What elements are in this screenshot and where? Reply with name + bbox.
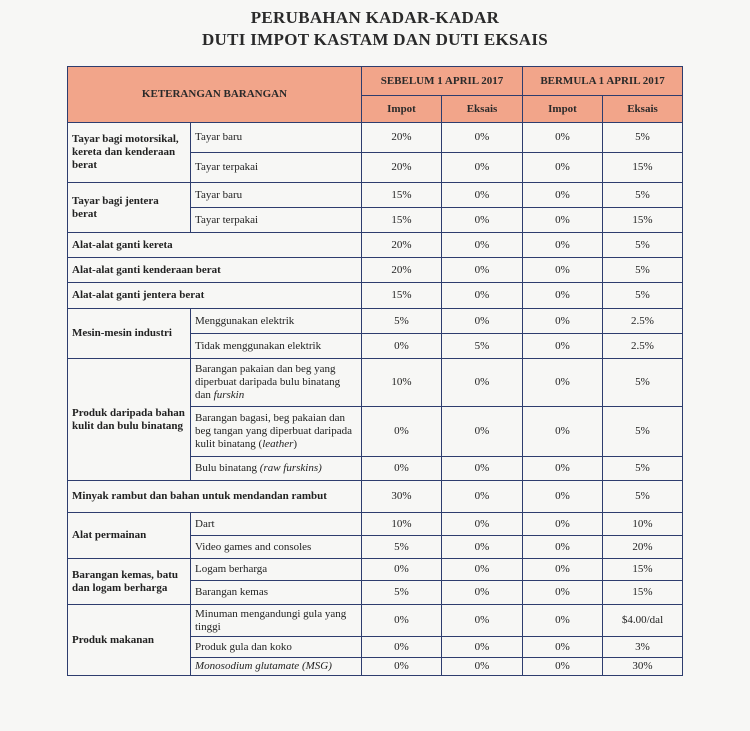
value-cell: 10% bbox=[603, 513, 683, 536]
item-text: Bulu binatang bbox=[195, 462, 260, 474]
table-row bbox=[68, 123, 683, 153]
table-row bbox=[68, 233, 683, 258]
value-cell: 5% bbox=[603, 123, 683, 153]
category-cell: Barangan kemas, batu dan logam berharga bbox=[68, 559, 191, 605]
table-row bbox=[68, 309, 683, 334]
value-cell: 0% bbox=[442, 258, 523, 283]
value-cell: 5% bbox=[603, 359, 683, 407]
item-cell bbox=[191, 359, 362, 407]
item-cell: Tayar terpakai bbox=[191, 208, 362, 233]
item-cell: Video games and consoles bbox=[191, 536, 362, 559]
value-cell: 0% bbox=[523, 153, 603, 183]
category-cell: Produk daripada bahan kulit dan bulu binatang bbox=[68, 359, 191, 481]
value-cell: 0% bbox=[442, 536, 523, 559]
value-cell: 0% bbox=[523, 581, 603, 605]
value-cell: 0% bbox=[442, 359, 523, 407]
table-row bbox=[68, 605, 683, 637]
value-cell: 0% bbox=[362, 605, 442, 637]
value-cell: 0% bbox=[523, 233, 603, 258]
table-row bbox=[68, 513, 683, 536]
duty-table bbox=[67, 66, 683, 676]
value-cell: 30% bbox=[603, 658, 683, 676]
value-cell: 20% bbox=[362, 123, 442, 153]
item-cell: Alat-alat ganti kereta bbox=[68, 233, 362, 258]
item-text: ) bbox=[293, 438, 298, 450]
value-cell: 5% bbox=[362, 309, 442, 334]
value-cell: 0% bbox=[523, 481, 603, 513]
value-cell: 0% bbox=[442, 637, 523, 658]
item-cell: Minyak rambut dan bahan untuk mendandan rambut bbox=[68, 481, 362, 513]
value-cell: 0% bbox=[362, 457, 442, 481]
table-row bbox=[68, 481, 683, 513]
item-cell: Barangan kemas bbox=[191, 581, 362, 605]
value-cell: 0% bbox=[442, 283, 523, 309]
value-cell: 0% bbox=[442, 123, 523, 153]
value-cell: 5% bbox=[603, 283, 683, 309]
value-cell: 0% bbox=[523, 183, 603, 208]
item-cell: Tayar baru bbox=[191, 123, 362, 153]
header-before-eksais: Eksais bbox=[442, 96, 523, 123]
value-cell: 15% bbox=[603, 559, 683, 581]
item-cell: Minuman mengandungi gula yang tinggi bbox=[191, 605, 362, 637]
value-cell: 5% bbox=[442, 334, 523, 359]
value-cell: 0% bbox=[523, 536, 603, 559]
value-cell: 20% bbox=[362, 258, 442, 283]
value-cell: 3% bbox=[603, 637, 683, 658]
item-cell: Logam berharga bbox=[191, 559, 362, 581]
value-cell: 20% bbox=[362, 233, 442, 258]
item-text: Barangan pakaian dan beg yang diperbuat daripada bulu binatang dan bbox=[195, 363, 341, 401]
value-cell: 0% bbox=[442, 233, 523, 258]
value-cell: 2.5% bbox=[603, 309, 683, 334]
value-cell: 5% bbox=[603, 233, 683, 258]
value-cell: 0% bbox=[523, 258, 603, 283]
value-cell: 0% bbox=[523, 123, 603, 153]
item-text-italic: Monosodium glutamate (MSG) bbox=[195, 660, 332, 672]
value-cell: 5% bbox=[603, 407, 683, 457]
value-cell: 0% bbox=[442, 559, 523, 581]
value-cell: 30% bbox=[362, 481, 442, 513]
item-text-italic: (raw furskins) bbox=[259, 462, 322, 474]
header-before-impot: Impot bbox=[362, 96, 442, 123]
value-cell: 15% bbox=[603, 581, 683, 605]
value-cell: 0% bbox=[523, 407, 603, 457]
value-cell: 0% bbox=[442, 153, 523, 183]
item-text: Barangan bagasi, beg pakaian dan beg tangan yang diperbuat daripada kulit binatang ( bbox=[195, 412, 352, 450]
value-cell: 0% bbox=[362, 658, 442, 676]
header-after: BERMULA 1 APRIL 2017 bbox=[523, 67, 683, 96]
category-cell: Mesin-mesin industri bbox=[68, 309, 191, 359]
value-cell: 0% bbox=[442, 605, 523, 637]
value-cell: 0% bbox=[442, 208, 523, 233]
item-cell bbox=[191, 407, 362, 457]
item-cell bbox=[191, 457, 362, 481]
item-cell: Tidak menggunakan elektrik bbox=[191, 334, 362, 359]
value-cell: 20% bbox=[603, 536, 683, 559]
category-cell: Alat permainan bbox=[68, 513, 191, 559]
value-cell: 0% bbox=[523, 334, 603, 359]
header-before: SEBELUM 1 APRIL 2017 bbox=[362, 67, 523, 96]
table-row bbox=[68, 258, 683, 283]
item-cell: Alat-alat ganti kenderaan berat bbox=[68, 258, 362, 283]
value-cell: 0% bbox=[362, 334, 442, 359]
value-cell: $4.00/dal bbox=[603, 605, 683, 637]
value-cell: 0% bbox=[442, 309, 523, 334]
value-cell: 5% bbox=[603, 183, 683, 208]
value-cell: 10% bbox=[362, 359, 442, 407]
value-cell: 0% bbox=[523, 283, 603, 309]
value-cell: 0% bbox=[523, 637, 603, 658]
value-cell: 0% bbox=[362, 637, 442, 658]
value-cell: 0% bbox=[523, 658, 603, 676]
category-cell: Tayar bagi motorsikal, kereta dan kenderaan berat bbox=[68, 123, 191, 183]
value-cell: 0% bbox=[523, 457, 603, 481]
table-row bbox=[68, 283, 683, 309]
value-cell: 0% bbox=[523, 359, 603, 407]
value-cell: 5% bbox=[603, 457, 683, 481]
value-cell: 15% bbox=[362, 208, 442, 233]
value-cell: 0% bbox=[362, 407, 442, 457]
category-cell: Tayar bagi jentera berat bbox=[68, 183, 191, 233]
value-cell: 0% bbox=[442, 407, 523, 457]
item-cell bbox=[191, 658, 362, 676]
value-cell: 0% bbox=[523, 513, 603, 536]
value-cell: 0% bbox=[442, 481, 523, 513]
value-cell: 15% bbox=[362, 283, 442, 309]
item-cell: Tayar baru bbox=[191, 183, 362, 208]
value-cell: 0% bbox=[442, 457, 523, 481]
value-cell: 2.5% bbox=[603, 334, 683, 359]
header-after-eksais: Eksais bbox=[603, 96, 683, 123]
value-cell: 5% bbox=[362, 536, 442, 559]
item-cell: Dart bbox=[191, 513, 362, 536]
title-line-2: DUTI IMPOT KASTAM DAN DUTI EKSAIS bbox=[201, 30, 548, 49]
item-cell: Menggunakan elektrik bbox=[191, 309, 362, 334]
value-cell: 5% bbox=[362, 581, 442, 605]
header-after-impot: Impot bbox=[523, 96, 603, 123]
value-cell: 0% bbox=[362, 559, 442, 581]
table-row bbox=[68, 359, 683, 407]
value-cell: 0% bbox=[523, 208, 603, 233]
item-cell: Produk gula dan koko bbox=[191, 637, 362, 658]
value-cell: 15% bbox=[603, 153, 683, 183]
table-row bbox=[68, 559, 683, 581]
value-cell: 0% bbox=[442, 581, 523, 605]
value-cell: 15% bbox=[603, 208, 683, 233]
value-cell: 0% bbox=[442, 658, 523, 676]
value-cell: 15% bbox=[362, 183, 442, 208]
item-cell: Alat-alat ganti jentera berat bbox=[68, 283, 362, 309]
value-cell: 0% bbox=[442, 183, 523, 208]
category-cell: Produk makanan bbox=[68, 605, 191, 676]
value-cell: 5% bbox=[603, 481, 683, 513]
value-cell: 0% bbox=[523, 559, 603, 581]
item-text-italic: leather bbox=[262, 438, 294, 450]
title-line-1: PERUBAHAN KADAR-KADAR bbox=[250, 8, 500, 27]
item-cell: Tayar terpakai bbox=[191, 153, 362, 183]
item-text-italic: furskin bbox=[213, 389, 245, 401]
value-cell: 0% bbox=[442, 513, 523, 536]
table-row bbox=[68, 183, 683, 208]
value-cell: 20% bbox=[362, 153, 442, 183]
value-cell: 10% bbox=[362, 513, 442, 536]
value-cell: 5% bbox=[603, 258, 683, 283]
value-cell: 0% bbox=[523, 605, 603, 637]
value-cell: 0% bbox=[523, 309, 603, 334]
header-item: KETERANGAN BARANGAN bbox=[68, 67, 362, 123]
